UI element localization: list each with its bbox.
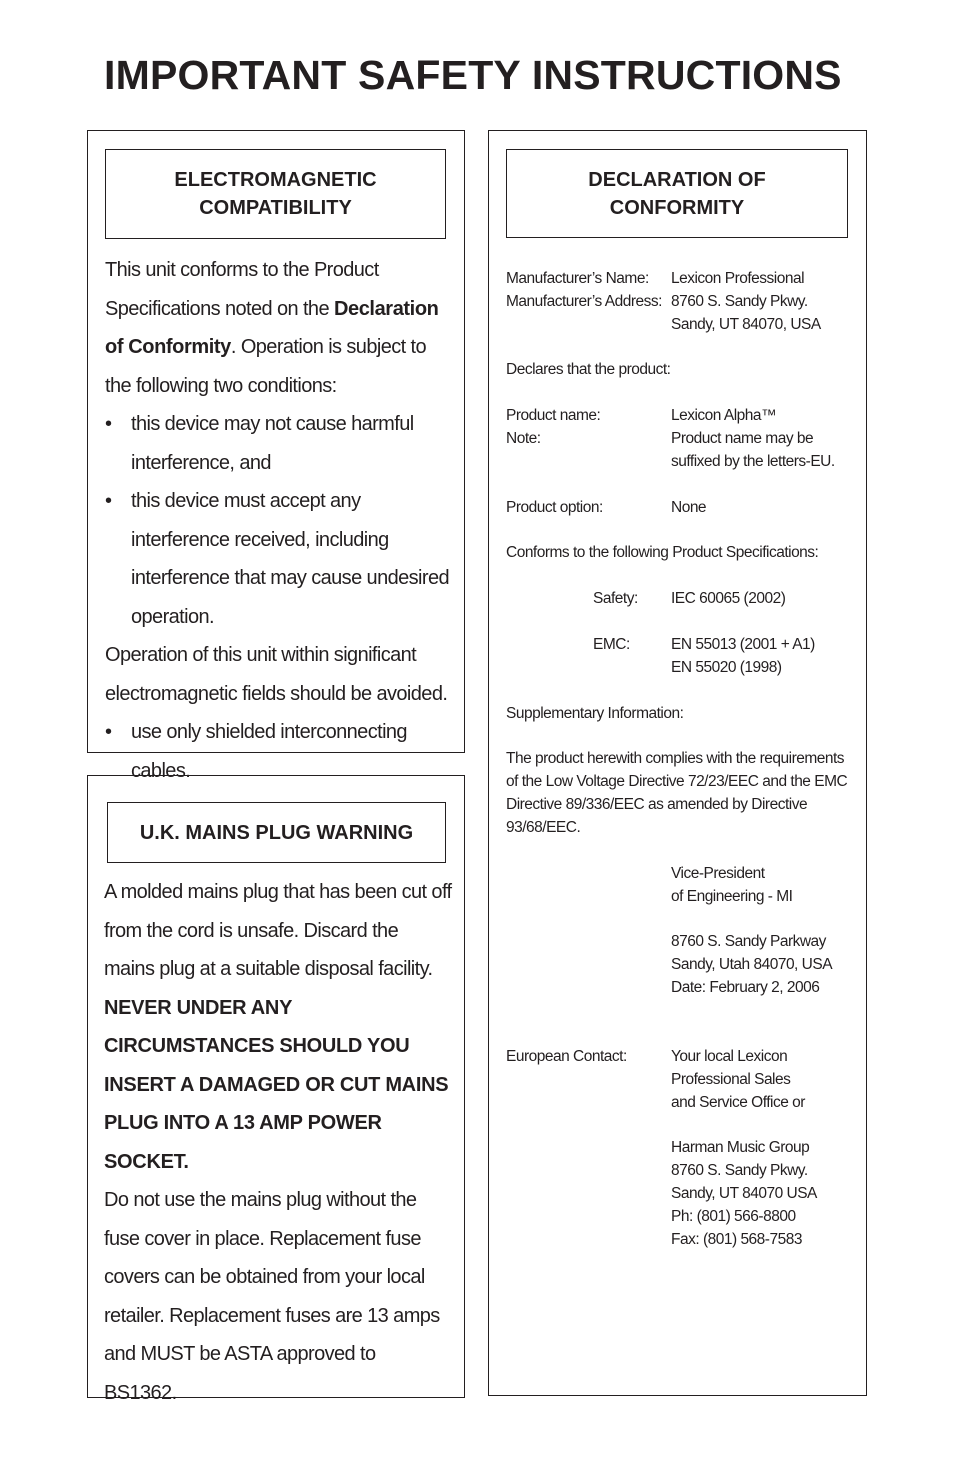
declaration-heading: DECLARATION OF CONFORMITY (588, 168, 766, 219)
manufacturer-address: 8760 S. Sandy Pkwy. Sandy, UT 84070, USA (671, 293, 821, 333)
conforms-text: Conforms to the following Product Specifications: (506, 544, 819, 561)
product-option: None (671, 499, 707, 516)
page-title: IMPORTANT SAFETY INSTRUCTIONS (104, 52, 842, 98)
emc-paragraph-2: Operation of this unit within significant electromagnetic fields should be avoided. (105, 644, 448, 705)
declaration-reference: Declaration of Conformity (105, 297, 439, 358)
safety-label: Safety: (593, 590, 638, 607)
manufacturer-block (506, 267, 856, 336)
emc-bullet-3: • use only shielded interconnecting cables. (105, 713, 450, 790)
product-name-label: Product name: (506, 407, 601, 424)
emc-bullet-2: • this device must accept any interference received, including interference that may cause undesired operation. (105, 482, 450, 636)
emc-heading-box (105, 149, 446, 239)
bullet-icon: • (105, 413, 112, 435)
product-option-block (506, 496, 856, 519)
signatory-block (506, 862, 856, 908)
safety-block (506, 587, 856, 610)
emc-standard-block (506, 633, 856, 679)
safety-standard: IEC 60065 (2002) (671, 590, 786, 607)
manufacturer-name: Lexicon Professional (671, 270, 805, 287)
product-name: Lexicon Alpha™ (671, 407, 777, 424)
emc-standard: EN 55013 (2001 + A1) EN 55020 (1998) (671, 636, 815, 676)
european-contact: Your local Lexicon Professional Sales and Service Office or (671, 1048, 805, 1111)
declaration-heading-box (506, 149, 848, 238)
manufacturer-address-label: Manufacturer’s Address: (506, 293, 662, 310)
signatory-title: Vice-President of Engineering - MI (671, 865, 793, 905)
supplementary-text: The product herewith complies with the requirements of the Low Voltage Directive 72/23/EEC and the EMC Directive 89/336/EEC as amended by Directive 93/68/EEC. (506, 750, 848, 836)
uk-plug-paragraph-2: Do not use the mains plug without the fuse cover in place. Replacement fuse covers can be obtained from your local retailer. Replacement fuses are 13 amps and MUST be ASTA approved to BS1362. (104, 1189, 440, 1404)
emc-heading: ELECTROMAGNETIC COMPATIBILITY (174, 169, 377, 219)
harman-address-block (506, 1136, 856, 1251)
uk-plug-heading: U.K. MAINS PLUG WARNING (139, 821, 414, 844)
note-text: Product name may be suffixed by the letters-EU. (671, 430, 835, 470)
product-block (506, 404, 856, 473)
product-option-label: Product option: (506, 499, 603, 516)
signatory-address-block (506, 930, 856, 999)
emc-body (105, 251, 450, 790)
uk-plug-body (104, 873, 452, 1412)
emc-intro: This unit conforms to the Product Specifications noted on the Declaration of Conformity. Operation is subject to the following two conditions: (105, 259, 439, 397)
emc-label: EMC: (593, 636, 630, 653)
bullet-icon: • (105, 490, 112, 512)
bullet-icon: • (105, 721, 112, 743)
declares-text: Declares that the product: (506, 361, 671, 378)
harman-address: Harman Music Group 8760 S. Sandy Pkwy. Sandy, UT 84070 USA Ph: (801) 566-8800 Fax: (801) 568-7583 (671, 1139, 817, 1248)
supplementary-label: Supplementary Information: (506, 705, 684, 722)
uk-plug-warning: NEVER UNDER ANY CIRCUMSTANCES SHOULD YOU INSERT A DAMAGED OR CUT MAINS PLUG INTO A 13 AMP POWER SOCKET. (104, 996, 449, 1173)
uk-plug-paragraph-1: A molded mains plug that has been cut off from the cord is unsafe. Discard the mains plug at a suitable disposal facility. (104, 881, 452, 980)
manufacturer-name-label: Manufacturer’s Name: (506, 270, 649, 287)
note-label: Note: (506, 430, 541, 447)
uk-plug-heading-box (107, 802, 446, 863)
european-contact-block (506, 1045, 856, 1114)
signatory-address: 8760 S. Sandy Parkway Sandy, Utah 84070, USA Date: February 2, 2006 (671, 933, 833, 996)
emc-bullet-1: • this device may not cause harmful interference, and (105, 405, 450, 482)
european-contact-label: European Contact: (506, 1048, 627, 1065)
